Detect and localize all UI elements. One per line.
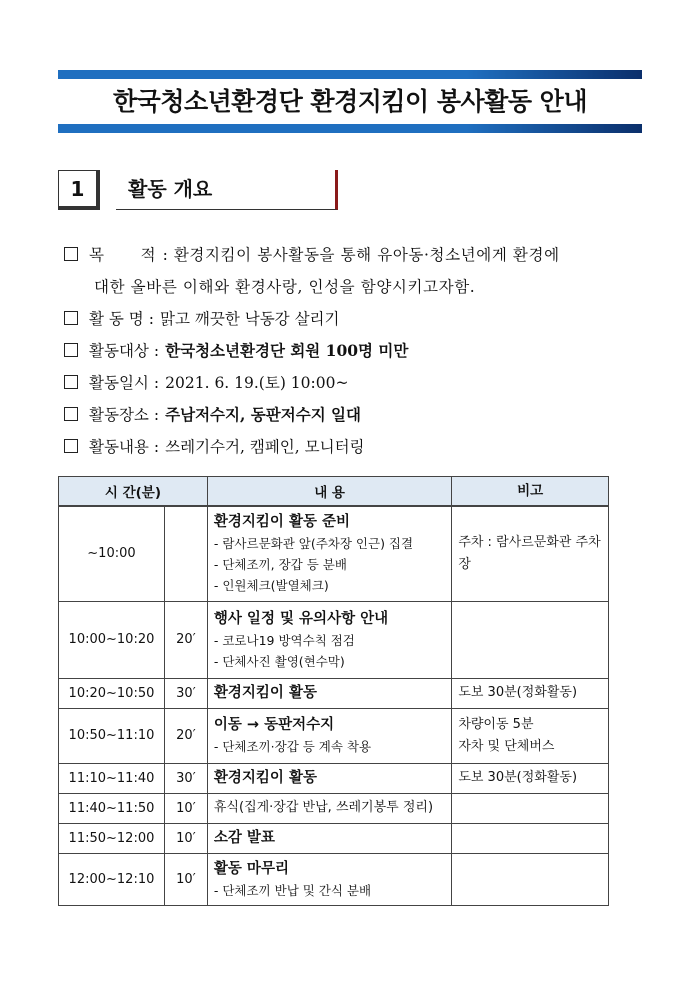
checkbox-icon xyxy=(64,439,78,453)
checkbox-icon xyxy=(64,311,78,325)
row-content-detail: - 인원체크(발열체크) xyxy=(213,578,329,594)
row-content-title: 이동 → 동판저수지 xyxy=(213,717,335,733)
header-time: 시 간(분) xyxy=(59,477,208,507)
overview-purpose-cont xyxy=(64,272,644,304)
row-note xyxy=(452,853,609,905)
row-note-text: 도보 30분(정화활동) xyxy=(458,685,578,700)
row-time: 10:50~11:10 xyxy=(59,708,165,763)
row-content-detail: - 단체조끼·장갑 등 계속 착용 xyxy=(213,739,372,754)
row-note xyxy=(452,601,609,678)
row-content-detail: - 단체조끼, 장갑 등 분배 xyxy=(213,557,347,573)
row-content xyxy=(207,823,451,853)
row-time: 10:00~10:20 xyxy=(59,601,165,678)
row-content xyxy=(207,678,451,708)
header-content: 내 용 xyxy=(207,477,451,507)
row-minutes xyxy=(164,506,207,601)
row-content-title: 행사 일정 및 유의사항 안내 xyxy=(213,610,389,627)
checkbox-icon xyxy=(64,247,78,261)
row-note-text: 차량이동 5분 xyxy=(458,716,534,732)
overview-place: 활동장소 : 주남저수지, 동판저수지 일대 xyxy=(64,400,644,432)
section-title: 활동 개요 xyxy=(116,170,338,210)
table-row xyxy=(59,708,609,763)
row-note xyxy=(452,708,609,763)
overview-content: 활동내용 : 쓰레기수거, 캠페인, 모니터링 xyxy=(64,432,644,464)
checkbox-icon xyxy=(64,407,78,421)
row-note xyxy=(452,823,609,853)
overview-purpose: 목 적 : 환경지킴이 봉사활동을 통해 유아동·청소년에게 환경에 xyxy=(64,240,644,272)
row-note-text: 자차 및 단체버스 xyxy=(458,738,555,754)
row-content xyxy=(207,601,451,678)
row-content-title: 소감 발표 xyxy=(213,830,275,846)
row-time: 12:00~12:10 xyxy=(59,853,165,905)
purpose-label: 목 적 xyxy=(89,246,158,264)
row-time: 11:10~11:40 xyxy=(59,763,165,793)
name-text: 맑고 깨끗한 낙동강 살리기 xyxy=(160,310,340,328)
row-time: 11:40~11:50 xyxy=(59,793,165,823)
place-text: 주남저수지, 동판저수지 일대 xyxy=(165,405,362,424)
row-minutes: 10′ xyxy=(164,823,207,853)
row-content xyxy=(207,708,451,763)
row-minutes: 20′ xyxy=(164,708,207,763)
row-time: 10:20~10:50 xyxy=(59,678,165,708)
table-row xyxy=(59,601,609,678)
row-note xyxy=(452,763,609,793)
row-minutes: 10′ xyxy=(164,853,207,905)
title-top-bar xyxy=(58,70,642,79)
row-content-title: 환경지킴이 활동 준비 xyxy=(213,514,351,531)
row-content-detail: - 단체조끼 반납 및 간식 분배 xyxy=(213,882,372,898)
target-text: 한국청소년환경단 회원 100명 미만 xyxy=(165,341,409,360)
title-block xyxy=(58,70,642,133)
row-content-detail: - 코로나19 방역수칙 점검 xyxy=(213,632,355,648)
overview-name: 활 동 명 : 맑고 깨끗한 낙동강 살리기 xyxy=(64,304,644,336)
purpose-text: 환경지킴이 봉사활동을 통해 유아동·청소년에게 환경에 xyxy=(173,246,560,264)
row-time: 11:50~12:00 xyxy=(59,823,165,853)
row-content-detail: - 람사르문화관 앞(주차장 인근) 집결 xyxy=(213,536,414,552)
row-note xyxy=(452,506,609,601)
row-minutes: 20′ xyxy=(164,601,207,678)
checkbox-icon xyxy=(64,343,78,357)
row-content-title: 환경지킴이 활동 xyxy=(213,685,317,701)
row-content xyxy=(207,506,451,601)
row-content xyxy=(207,793,451,823)
purpose-text-cont: 대한 올바른 이해와 환경사랑, 인성을 함양시키고자함. xyxy=(94,278,476,296)
date-label: 활동일시 xyxy=(89,374,149,392)
row-note xyxy=(452,793,609,823)
table-header-row xyxy=(59,477,609,507)
row-note-text: 도보 30분(정화활동) xyxy=(458,770,578,785)
row-note xyxy=(452,678,609,708)
row-content xyxy=(207,763,451,793)
row-time: ~10:00 xyxy=(59,506,165,601)
row-content-title: 활동 마무리 xyxy=(213,860,289,877)
schedule-table xyxy=(58,476,609,906)
content-label: 활동내용 xyxy=(89,438,149,456)
table-row xyxy=(59,793,609,823)
overview-target: 활동대상 : 한국청소년환경단 회원 100명 미만 xyxy=(64,336,644,368)
table-row xyxy=(59,823,609,853)
section-number: 1 xyxy=(58,170,100,210)
table-row xyxy=(59,853,609,905)
checkbox-icon xyxy=(64,375,78,389)
row-note-text: 주차 : 람사르문화관 주차장 xyxy=(458,534,601,572)
name-label: 활 동 명 xyxy=(89,310,144,328)
content-text: 쓰레기수거, 캠페인, 모니터링 xyxy=(165,438,365,456)
table-row xyxy=(59,763,609,793)
overview-list xyxy=(64,240,644,464)
table-row xyxy=(59,506,609,601)
row-content-title: 환경지킴이 활동 xyxy=(213,770,317,786)
row-minutes: 30′ xyxy=(164,678,207,708)
page-title: 한국청소년환경단 환경지킴이 봉사활동 안내 xyxy=(113,87,587,116)
section-heading xyxy=(58,170,340,212)
row-content-detail: - 단체사진 촬영(현수막) xyxy=(213,653,345,669)
row-minutes: 10′ xyxy=(164,793,207,823)
row-content-text: 휴식(집게·장갑 반납, 쓰레기봉투 정리) xyxy=(213,800,434,815)
header-note: 비고 xyxy=(452,477,609,507)
title-bottom-bar xyxy=(58,124,642,133)
row-content xyxy=(207,853,451,905)
target-label: 활동대상 xyxy=(89,342,149,360)
table-row xyxy=(59,678,609,708)
row-minutes: 30′ xyxy=(164,763,207,793)
place-label: 활동장소 xyxy=(89,406,149,424)
overview-date: 활동일시 : 2021. 6. 19.(토) 10:00~ xyxy=(64,368,644,400)
date-text: 2021. 6. 19.(토) 10:00~ xyxy=(165,374,349,392)
